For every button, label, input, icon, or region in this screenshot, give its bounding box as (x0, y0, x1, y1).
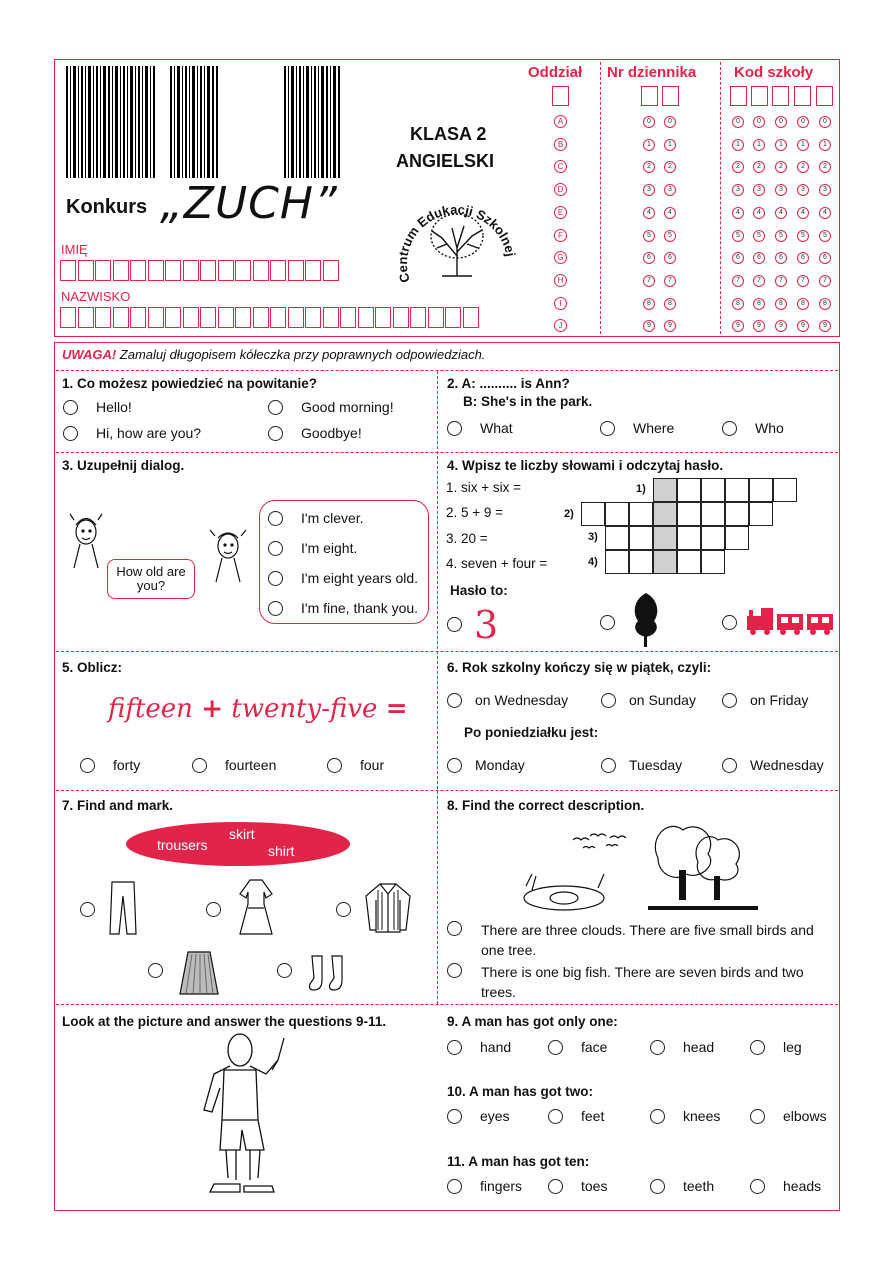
kod-szkoly-bubble[interactable]: 0 (775, 116, 787, 128)
uwaga-label: UWAGA! (62, 347, 117, 362)
kod-szkoly-bubble[interactable]: 8 (732, 298, 744, 310)
cw-row-label: 3) (588, 531, 598, 543)
q10-option[interactable]: elbows (750, 1108, 827, 1125)
kod-szkoly-bubble[interactable]: 6 (819, 252, 831, 264)
q7-option-circle[interactable] (206, 902, 221, 917)
oddzial-bubble[interactable]: I (554, 297, 567, 310)
q8-option-text: There are three clouds. There are five small birds and one tree. (481, 922, 814, 958)
kod-szkoly-bubble[interactable]: 4 (819, 207, 831, 219)
word-cloud-word: skirt (229, 826, 255, 842)
q4-title: 4. Wpisz te liczby słowami i odczytaj hasło. (447, 458, 724, 473)
kod-box[interactable] (730, 86, 747, 106)
school-logo (392, 186, 522, 296)
oddzial-bubble[interactable]: J (554, 319, 567, 332)
answer-circle[interactable] (447, 617, 462, 632)
divider (56, 790, 838, 791)
q10-title: 10. A man has got two: (447, 1084, 594, 1099)
header-divider (720, 62, 721, 334)
jezyk-label: ANGIELSKI (396, 151, 495, 171)
kod-szkoly-bubble[interactable]: 9 (753, 320, 765, 332)
answer-circle[interactable] (63, 400, 78, 415)
q3-option[interactable]: I'm eight years old. (268, 570, 418, 587)
q8-option[interactable] (447, 920, 480, 937)
answer-circle[interactable] (447, 1179, 462, 1194)
crossword-cell[interactable] (701, 478, 725, 502)
q1-option[interactable]: Good morning! (268, 399, 394, 416)
barcode (66, 66, 156, 178)
kod-box[interactable] (794, 86, 811, 106)
q6-option2[interactable]: Tuesday (601, 757, 682, 774)
kod-szkoly-label: Kod szkoły (734, 64, 814, 81)
q4-line: 3. 20 = (446, 531, 488, 546)
q9-option[interactable]: hand (447, 1039, 511, 1056)
oddzial-label: Oddział (528, 64, 583, 81)
oddzial-bubble[interactable]: G (554, 251, 567, 264)
q8-option-text: There is one big fish. There are seven birds and two trees. (481, 964, 804, 1000)
q4-option-number[interactable]: 3 (447, 603, 498, 647)
kod-box[interactable] (816, 86, 833, 106)
nazwisko-boxes[interactable] (60, 307, 480, 333)
answer-circle[interactable] (650, 1040, 665, 1055)
kod-szkoly-bubble[interactable]: 3 (819, 184, 831, 196)
tree-icon (628, 591, 664, 649)
q7-title: 7. Find and mark. (62, 798, 174, 813)
kod-szkoly-bubble[interactable]: 7 (819, 275, 831, 287)
q11-title: 11. A man has got ten: (447, 1154, 590, 1169)
kod-szkoly-bubble[interactable]: 3 (732, 184, 744, 196)
answer-circle[interactable] (447, 1109, 462, 1124)
nr-dziennika-bubble[interactable]: 3 (664, 184, 676, 196)
divider (56, 651, 838, 652)
kod-szkoly-bubble[interactable]: 2 (819, 161, 831, 173)
crossword-cell[interactable] (653, 502, 677, 526)
answer-circle[interactable] (447, 693, 462, 708)
answer-circle[interactable] (600, 421, 615, 436)
answer-circle[interactable] (548, 1040, 563, 1055)
q9-option[interactable]: face (548, 1039, 607, 1056)
kod-szkoly-bubble[interactable]: 1 (775, 139, 787, 151)
crossword-cell[interactable] (725, 502, 749, 526)
nr-dziennika-bubble[interactable]: 2 (643, 161, 655, 173)
oddzial-bubble[interactable]: H (554, 274, 567, 287)
kod-szkoly-bubble[interactable]: 9 (775, 320, 787, 332)
kod-szkoly-bubble[interactable]: 7 (797, 275, 809, 287)
man-figure-icon (190, 1030, 300, 1198)
crossword-cell[interactable] (677, 550, 701, 574)
kod-szkoly-bubble[interactable]: 7 (732, 275, 744, 287)
kod-szkoly-bubble[interactable]: 9 (732, 320, 744, 332)
answer-circle[interactable] (601, 758, 616, 773)
kod-szkoly-bubble[interactable]: 2 (753, 161, 765, 173)
q5-option[interactable]: four (327, 757, 384, 774)
nr-dziennika-bubble[interactable]: 8 (643, 298, 655, 310)
q7-option-circle[interactable] (80, 902, 95, 917)
answer-circle[interactable] (447, 758, 462, 773)
kod-szkoly-bubble[interactable]: 1 (732, 139, 744, 151)
kod-szkoly-bubble[interactable]: 5 (819, 230, 831, 242)
answer-circle[interactable] (750, 1179, 765, 1194)
answer-circle[interactable] (268, 400, 283, 415)
q7-option-circle[interactable] (277, 963, 292, 978)
q6-option2[interactable]: Wednesday (722, 757, 824, 774)
kod-szkoly-bubble[interactable]: 0 (797, 116, 809, 128)
imie-label: IMIĘ (61, 242, 88, 257)
answer-circle[interactable] (268, 571, 283, 586)
q5-title: 5. Oblicz: (62, 660, 123, 675)
nr-dziennika-bubble[interactable]: 1 (664, 139, 676, 151)
answer-circle[interactable] (722, 615, 737, 630)
q2-line1: 2. A: .......... is Ann? (447, 376, 570, 391)
q4-line: 2. 5 + 9 = (446, 505, 504, 520)
q5-option[interactable]: fourteen (192, 757, 276, 774)
nr-dziennika-bubble[interactable]: 4 (643, 207, 655, 219)
kod-box[interactable] (751, 86, 768, 106)
crossword-cell[interactable] (749, 478, 773, 502)
nr-dziennika-bubble[interactable]: 1 (643, 139, 655, 151)
equation: fifteen + twenty-five = (108, 694, 408, 724)
kod-szkoly-bubble[interactable]: 1 (797, 139, 809, 151)
kod-szkoly-bubble[interactable]: 6 (797, 252, 809, 264)
kod-szkoly-bubble[interactable]: 2 (797, 161, 809, 173)
kod-szkoly-bubble[interactable]: 3 (753, 184, 765, 196)
answer-circle[interactable] (447, 421, 462, 436)
answer-circle[interactable] (192, 758, 207, 773)
zuch-title: „ZUCH” (160, 178, 338, 229)
uwaga-text: Zamaluj długopisem kółeczka przy poprawnych odpowiedziach. (116, 347, 486, 362)
answer-circle[interactable] (447, 963, 462, 978)
answer-circle[interactable] (548, 1179, 563, 1194)
crossword-cell[interactable] (773, 478, 797, 502)
kod-szkoly-bubble[interactable]: 8 (775, 298, 787, 310)
answer-circle[interactable] (650, 1109, 665, 1124)
shirt-icon (364, 882, 412, 934)
q7-option-circle[interactable] (148, 963, 163, 978)
nr-dziennika-bubble[interactable]: 7 (643, 275, 655, 287)
girl-figure-icon (66, 510, 106, 570)
answer-circle[interactable] (722, 758, 737, 773)
q1-option[interactable]: Hi, how are you? (63, 425, 201, 442)
divider (56, 1004, 838, 1005)
q3-title: 3. Uzupełnij dialog. (62, 458, 185, 473)
crossword-cell[interactable] (629, 550, 653, 574)
q10-option[interactable]: eyes (447, 1108, 510, 1125)
kod-szkoly-bubble[interactable]: 0 (732, 116, 744, 128)
q10-option[interactable]: feet (548, 1108, 604, 1125)
oddzial-bubble[interactable]: F (554, 229, 567, 242)
q3-option[interactable]: I'm fine, thank you. (268, 600, 418, 617)
nr-dziennika-bubble[interactable]: 9 (664, 320, 676, 332)
dress-icon (236, 878, 276, 936)
crossword-cell[interactable] (605, 550, 629, 574)
nr-dziennika-bubble[interactable]: 6 (664, 252, 676, 264)
kod-szkoly-bubble[interactable]: 7 (753, 275, 765, 287)
answer-circle[interactable] (722, 693, 737, 708)
nr-dziennika-bubble[interactable]: 5 (643, 230, 655, 242)
kod-szkoly-bubble[interactable]: 3 (775, 184, 787, 196)
q10-option[interactable]: knees (650, 1108, 720, 1125)
crossword-cell[interactable] (749, 502, 773, 526)
klasa-label: KLASA 2 (410, 124, 487, 144)
crossword-cell[interactable] (725, 478, 749, 502)
crossword-cell[interactable] (605, 502, 629, 526)
divider (56, 370, 838, 371)
divider (56, 452, 838, 453)
q2-option[interactable]: Who (722, 420, 784, 437)
speech-text: How old are you? (116, 564, 186, 593)
oddzial-box[interactable] (552, 86, 569, 106)
oddzial-bubble[interactable]: A (554, 115, 567, 128)
word-cloud-word: shirt (268, 843, 295, 859)
kod-box[interactable] (772, 86, 789, 106)
answer-circle[interactable] (268, 511, 283, 526)
crossword-cell[interactable] (677, 526, 701, 550)
crossword-cell[interactable] (701, 526, 725, 550)
q6-option[interactable]: on Friday (722, 692, 808, 709)
answer-circle[interactable] (601, 693, 616, 708)
answer-circle[interactable] (268, 541, 283, 556)
nazwisko-label: NAZWISKO (61, 289, 131, 304)
kod-szkoly-bubble[interactable]: 5 (732, 230, 744, 242)
header-divider (600, 62, 601, 334)
word-cloud-word: trousers (157, 837, 208, 853)
q3-option[interactable]: I'm clever. (268, 510, 364, 527)
answer-circle[interactable] (63, 426, 78, 441)
q2-option[interactable]: Where (600, 420, 674, 437)
answer-circle[interactable] (650, 1179, 665, 1194)
q6-title: 6. Rok szkolny kończy się w piątek, czyli: (447, 660, 712, 675)
crossword-cell[interactable] (653, 526, 677, 550)
kod-szkoly-bubble[interactable]: 5 (797, 230, 809, 242)
q1-option[interactable]: Hello! (63, 399, 132, 416)
kod-szkoly-bubble[interactable]: 1 (753, 139, 765, 151)
q9-title: 9. A man has got only one: (447, 1014, 618, 1029)
girl-figure-icon (208, 524, 248, 584)
kod-szkoly-bubble[interactable]: 2 (775, 161, 787, 173)
kod-szkoly-bubble[interactable]: 8 (753, 298, 765, 310)
q8-option[interactable] (447, 962, 480, 979)
trousers-icon (108, 880, 138, 936)
q4-line: 1. six + six = (446, 480, 522, 495)
kod-szkoly-bubble[interactable]: 6 (753, 252, 765, 264)
kod-szkoly-bubble[interactable]: 5 (753, 230, 765, 242)
kod-szkoly-bubble[interactable]: 6 (775, 252, 787, 264)
crossword-cell[interactable] (677, 502, 701, 526)
konkurs-label: Konkurs (66, 196, 148, 218)
answer-circle[interactable] (600, 615, 615, 630)
kod-szkoly-bubble[interactable]: 2 (732, 161, 744, 173)
crossword-cell[interactable] (677, 478, 701, 502)
kod-szkoly-bubble[interactable]: 4 (797, 207, 809, 219)
answer-circle[interactable] (722, 421, 737, 436)
answer-circle[interactable] (327, 758, 342, 773)
crossword-cell[interactable] (629, 526, 653, 550)
q7-option-circle[interactable] (336, 902, 351, 917)
kod-szkoly-bubble[interactable]: 0 (819, 116, 831, 128)
nr-dziennika-bubble[interactable]: 5 (664, 230, 676, 242)
crossword-cell[interactable] (629, 502, 653, 526)
nr-dziennika-bubble[interactable]: 7 (664, 275, 676, 287)
skirt-icon (178, 950, 220, 996)
nr-dziennika-bubble[interactable]: 0 (643, 116, 655, 128)
nr-dziennika-box[interactable] (641, 86, 658, 106)
answer-circle[interactable] (447, 921, 462, 936)
oddzial-bubble[interactable]: B (554, 138, 567, 151)
q6-option[interactable]: on Sunday (601, 692, 696, 709)
nr-dziennika-bubble[interactable]: 8 (664, 298, 676, 310)
q9-11-intro: Look at the picture and answer the questions 9-11. (62, 1014, 387, 1029)
q11-option[interactable]: fingers (447, 1178, 522, 1195)
nr-dziennika-bubble[interactable]: 6 (643, 252, 655, 264)
crossword-cell[interactable] (653, 478, 677, 502)
kod-szkoly-bubble[interactable]: 4 (732, 207, 744, 219)
kod-szkoly-bubble[interactable]: 5 (775, 230, 787, 242)
q1-option[interactable]: Goodbye! (268, 425, 362, 442)
cw-row-label: 1) (636, 483, 646, 495)
logo-text: Centrum Edukacji Szkolnej (394, 201, 519, 285)
nr-dziennika-bubble[interactable]: 9 (643, 320, 655, 332)
q4-line: 4. seven + four = (446, 556, 548, 571)
crossword-cell[interactable] (701, 502, 725, 526)
q11-option[interactable]: teeth (650, 1178, 714, 1195)
nr-dziennika-bubble[interactable]: 2 (664, 161, 676, 173)
q5-option[interactable]: forty (80, 757, 140, 774)
imie-boxes[interactable] (60, 260, 340, 286)
answer-circle[interactable] (80, 758, 95, 773)
q1-title: 1. Co możesz powiedzieć na powitanie? (62, 376, 318, 391)
kod-szkoly-bubble[interactable]: 8 (797, 298, 809, 310)
oddzial-bubble[interactable]: D (554, 183, 567, 196)
barcode (170, 66, 220, 178)
answer-circle[interactable] (447, 1040, 462, 1055)
kod-szkoly-bubble[interactable]: 9 (797, 320, 809, 332)
crossword-cell[interactable] (653, 550, 677, 574)
crossword-cell[interactable] (605, 526, 629, 550)
nr-dziennika-bubble[interactable]: 4 (664, 207, 676, 219)
kod-szkoly-bubble[interactable]: 4 (775, 207, 787, 219)
kod-szkoly-bubble[interactable]: 9 (819, 320, 831, 332)
q6-option2[interactable]: Monday (447, 757, 525, 774)
q11-option[interactable]: heads (750, 1178, 821, 1195)
nr-dziennika-bubble[interactable]: 0 (664, 116, 676, 128)
crossword-cell[interactable] (581, 502, 605, 526)
crossword-cell[interactable] (725, 526, 749, 550)
q3-option[interactable]: I'm eight. (268, 540, 357, 557)
oddzial-bubble[interactable]: C (554, 160, 567, 173)
divider (437, 371, 438, 1004)
nr-dziennika-bubble[interactable]: 3 (643, 184, 655, 196)
kod-szkoly-bubble[interactable]: 1 (819, 139, 831, 151)
q11-option[interactable]: toes (548, 1178, 607, 1195)
kod-szkoly-bubble[interactable]: 6 (732, 252, 744, 264)
cw-row-label: 4) (588, 556, 598, 568)
answer-circle[interactable] (268, 601, 283, 616)
kod-szkoly-bubble[interactable]: 4 (753, 207, 765, 219)
q9-option[interactable]: head (650, 1039, 714, 1056)
q2-line2: B: She's in the park. (463, 394, 593, 409)
uwaga-note (62, 347, 485, 362)
kod-szkoly-bubble[interactable]: 8 (819, 298, 831, 310)
kod-szkoly-bubble[interactable]: 3 (797, 184, 809, 196)
barcode (284, 66, 344, 178)
answer-circle[interactable] (548, 1109, 563, 1124)
q6-subtitle: Po poniedziałku jest: (464, 725, 599, 740)
oddzial-bubble[interactable]: E (554, 206, 567, 219)
kod-szkoly-bubble[interactable]: 0 (753, 116, 765, 128)
q2-option[interactable]: What (447, 420, 513, 437)
answer-circle[interactable] (750, 1109, 765, 1124)
answer-circle[interactable] (268, 426, 283, 441)
haslo-label: Hasło to: (450, 583, 508, 598)
q6-option[interactable]: on Wednesday (447, 692, 568, 709)
pond-scene-icon (518, 818, 778, 918)
q9-option[interactable]: leg (750, 1039, 802, 1056)
nr-dziennika-box[interactable] (662, 86, 679, 106)
socks-icon (306, 954, 352, 994)
kod-szkoly-bubble[interactable]: 7 (775, 275, 787, 287)
q8-title: 8. Find the correct description. (447, 798, 645, 813)
train-icon (745, 606, 837, 636)
crossword-cell[interactable] (701, 550, 725, 574)
nr-dziennika-label: Nr dziennika (607, 64, 697, 81)
answer-circle[interactable] (750, 1040, 765, 1055)
cw-row-label: 2) (564, 508, 574, 520)
